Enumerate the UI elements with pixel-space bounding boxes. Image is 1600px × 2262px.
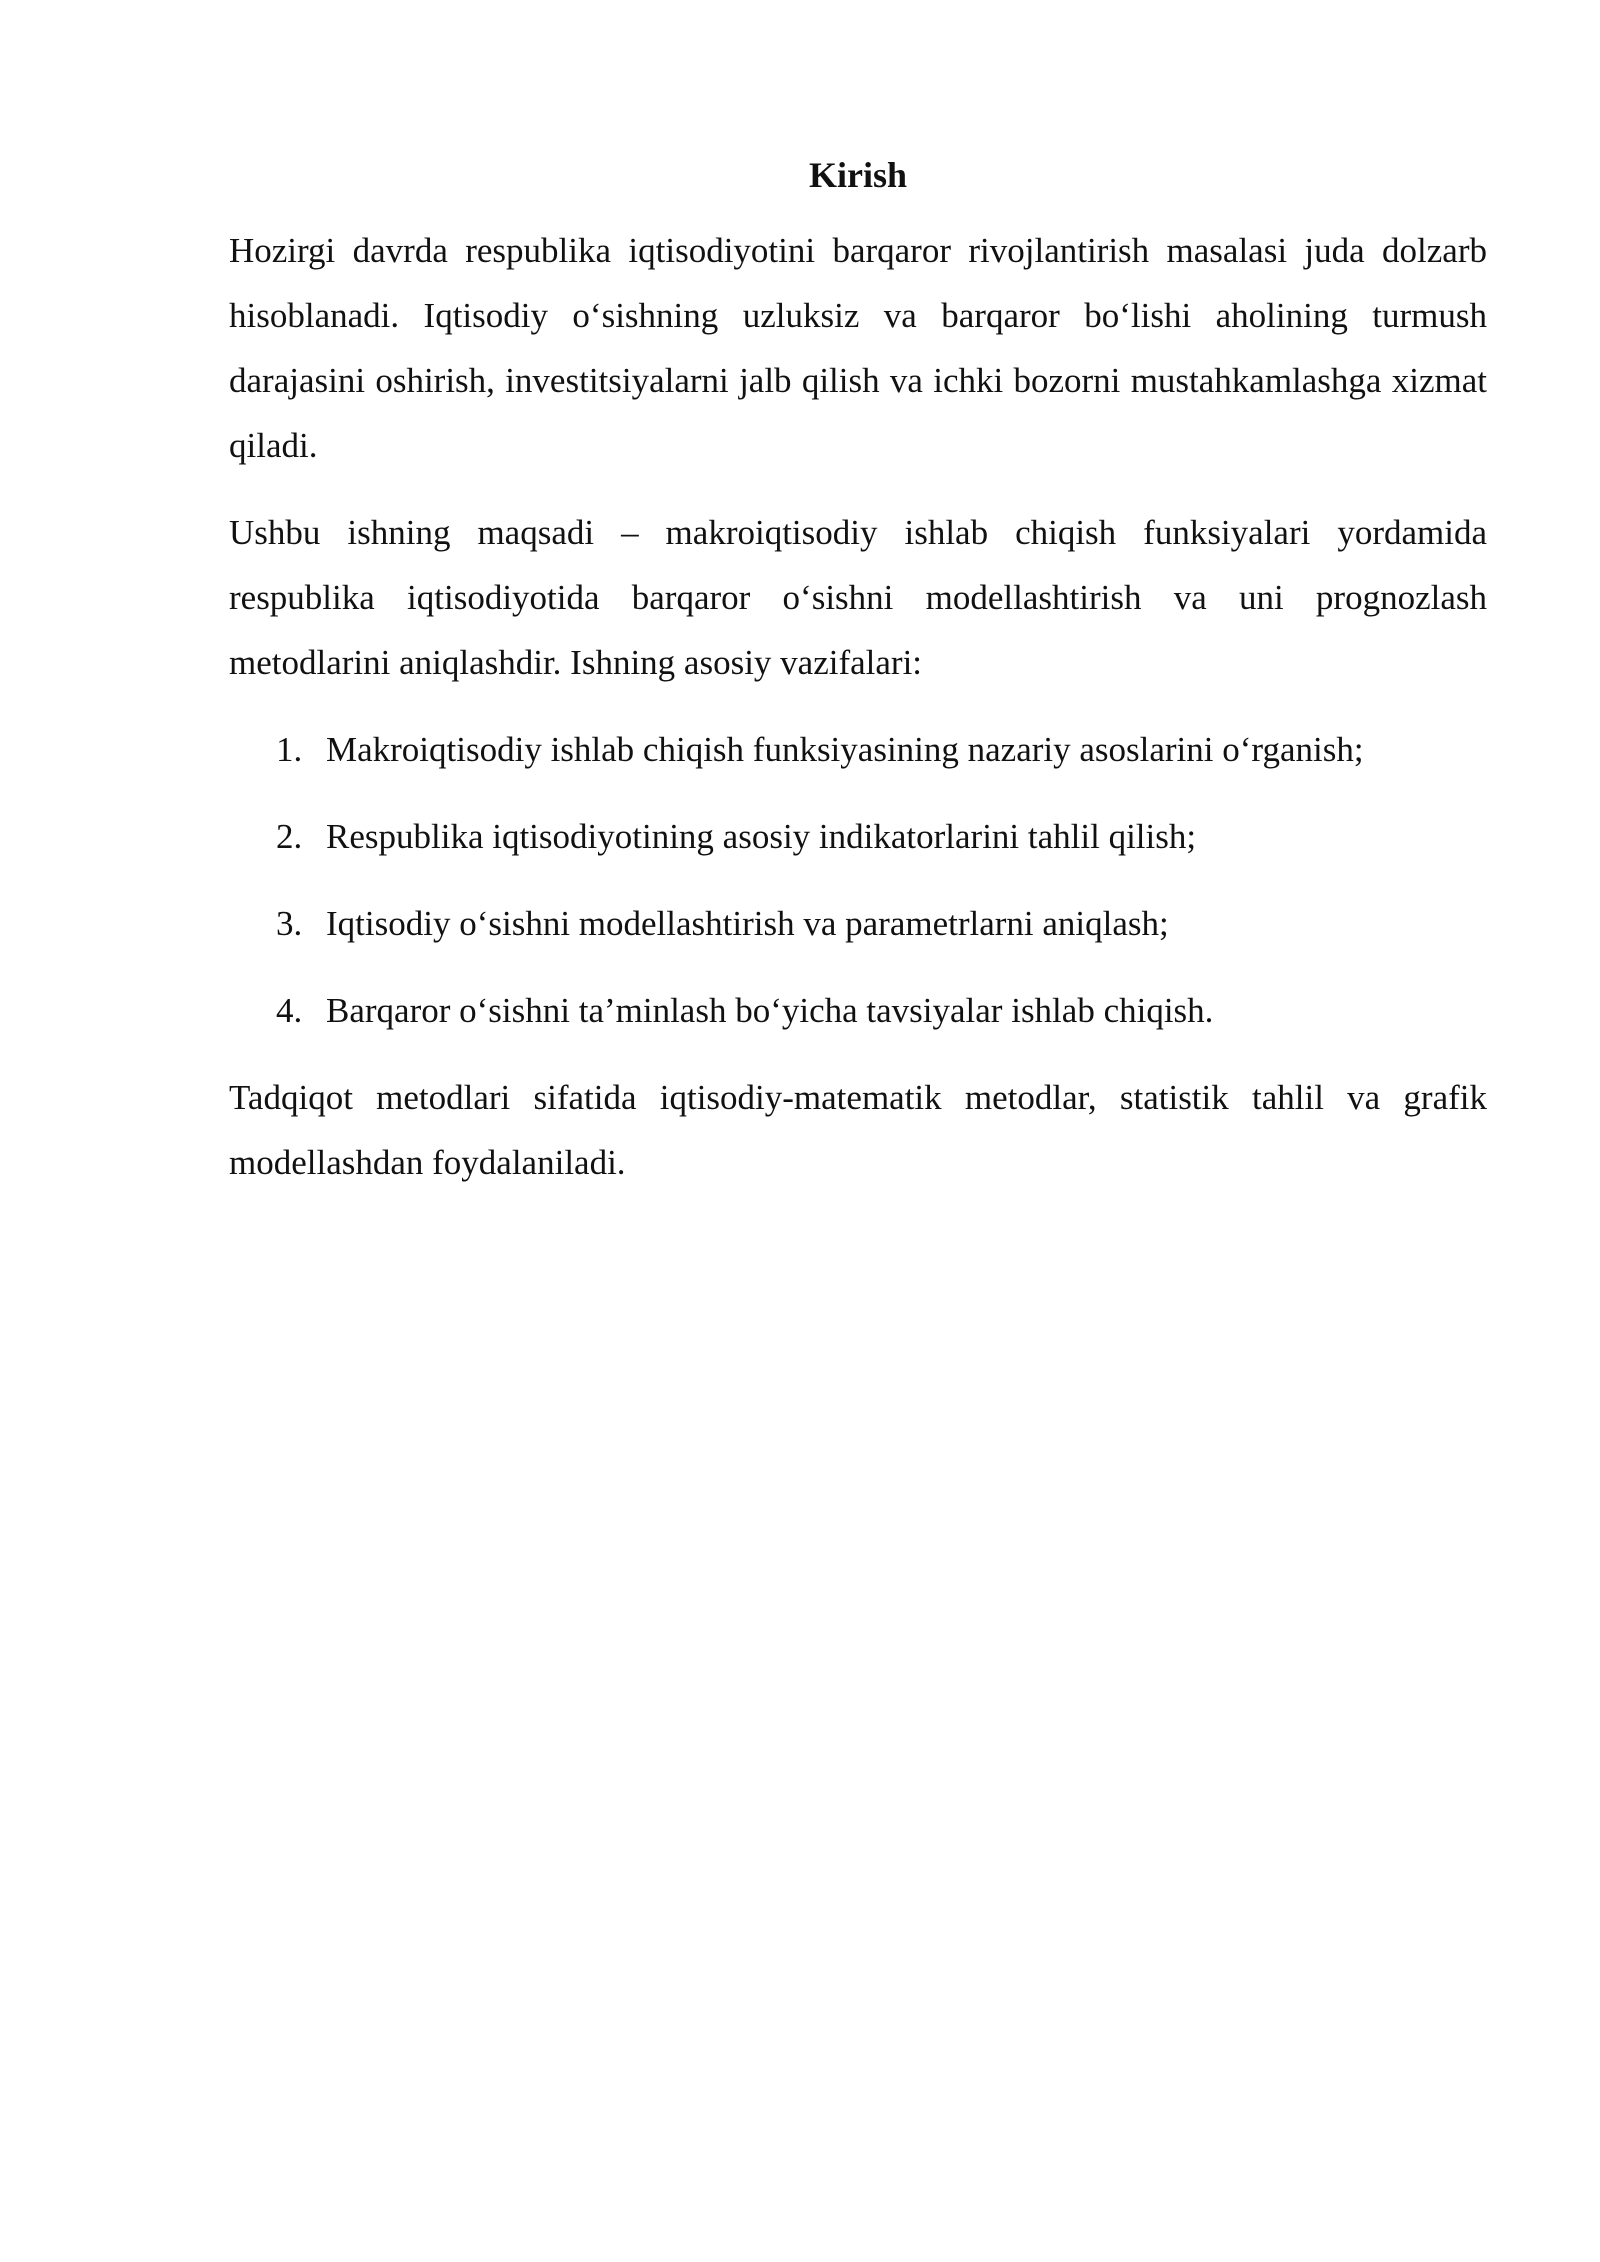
task-list — [229, 717, 1487, 1043]
list-item — [229, 891, 1487, 956]
list-item-number: 2. — [276, 817, 303, 856]
list-item-number: 1. — [276, 730, 303, 769]
list-item — [229, 804, 1487, 869]
list-item-number: 3. — [276, 904, 303, 943]
methods-paragraph: Tadqiqot metodlari sifatida iqtisodiy-matematik metodlar, statistik tahlil va grafik modellashdan foydalaniladi. — [229, 1078, 1487, 1182]
list-item — [229, 978, 1487, 1043]
list-item-text: Barqaror o‘sishni ta’minlash bo‘yicha tavsiyalar ishlab chiqish. — [326, 991, 1214, 1030]
list-item-text: Makroiqtisodiy ishlab chiqish funksiyasining nazariy asoslarini o‘rganish; — [326, 730, 1364, 769]
list-item-text: Iqtisodiy o‘sishni modellashtirish va parametrlarni aniqlash; — [326, 904, 1169, 943]
list-item-text: Respublika iqtisodiyotining asosiy indikatorlarini tahlil qilish; — [326, 817, 1197, 856]
document-title: Kirish — [808, 155, 907, 195]
goal-paragraph: Ushbu ishning maqsadi – makroiqtisodiy ishlab chiqish funksiyalari yordamida respublika iqtisodiyotida barqaror o‘sishni modellashtirish va uni prognozlash metodlarini aniqlashdir. Ishning asosiy vazifalari: — [229, 513, 1487, 682]
intro-paragraph: Hozirgi davrda respublika iqtisodiyotini barqaror rivojlantirish masalasi juda dolzarb hisoblanadi. Iqtisodiy o‘sishning uzluksiz va barqaror bo‘lishi aholining turmush darajasini oshirish, investitsiyalarni jalb qilish va ichki bozorni mustahkamlashga xizmat qiladi. — [229, 231, 1487, 465]
document-body — [229, 148, 1487, 1217]
list-item-number: 4. — [276, 991, 303, 1030]
list-item — [229, 717, 1487, 782]
